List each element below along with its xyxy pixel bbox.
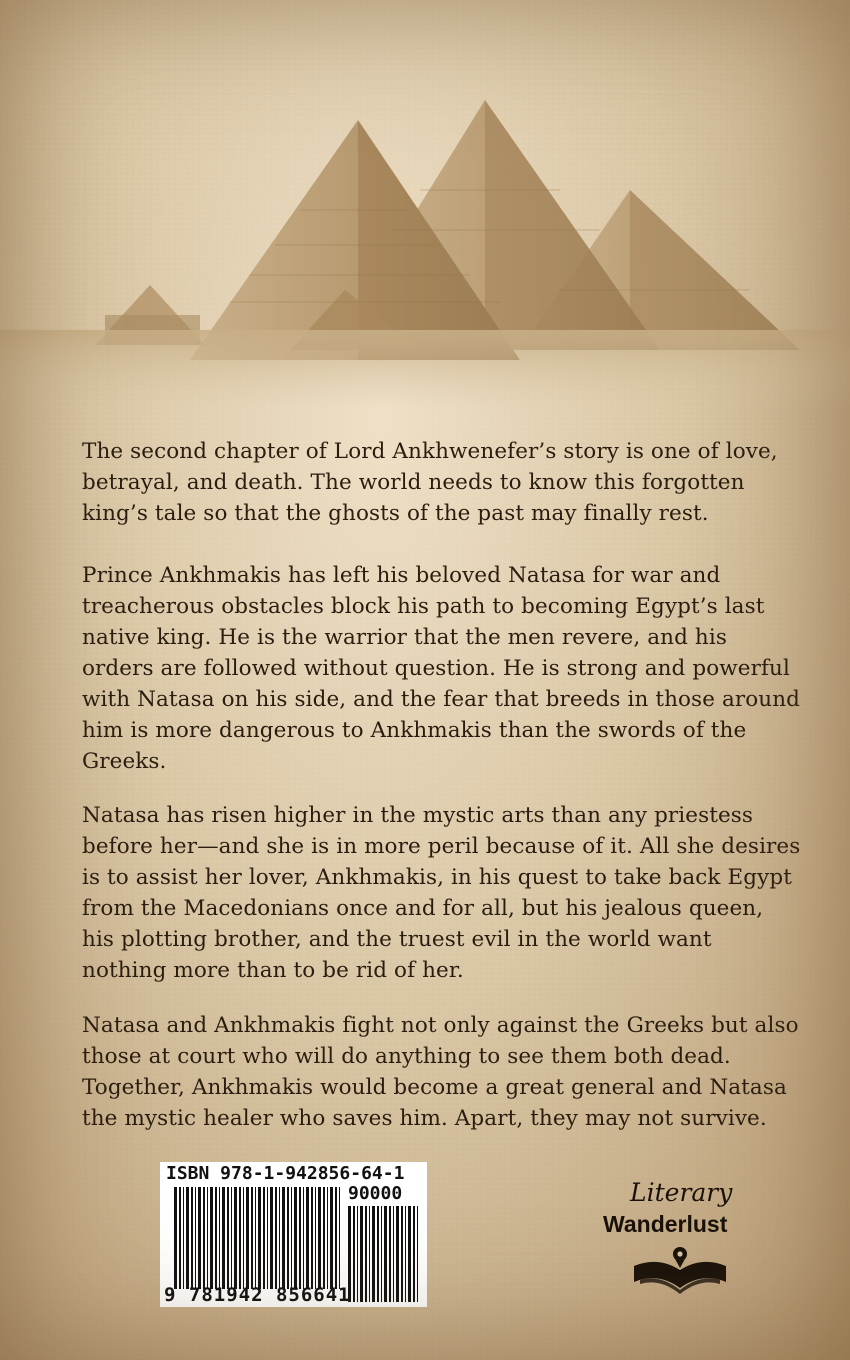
price-code: 90000 [348,1183,403,1204]
open-book-map-pin-icon [630,1244,730,1294]
publisher-name-line2: Wanderlust [603,1211,728,1237]
blurb-paragraph-1: The second chapter of Lord Ankhwenefer’s story is one of love, betrayal, and death. The world needs to know this forgotten king’s tale so that the ghosts of the past may finally rest. [82,439,778,526]
blurb-paragraph-4: Natasa and Ankhmakis fight not only against the Greeks but also those at court who will do anything to see them both dead. Together, Ankhmakis would become a great general and Natasa the mystic healer who saves him. Apart, they may not survive. [82,1013,799,1131]
publisher-logo [600,1178,770,1303]
blurb-paragraph-2: Prince Ankhmakis has left his beloved Natasa for war and treacherous obstacles block his path to becoming Egypt’s last native king. He is the warrior that the men revere, and his orders are followed without question. He is strong and powerful with Natasa on his side, and the fear that breeds in those around him is more dangerous to Ankhmakis than the swords of the Greeks. [82,563,801,774]
isbn-barcode [160,1162,427,1307]
barcode-bars-icon [174,1187,342,1289]
pyramids-illustration [0,80,850,410]
ean-digits: 9 781942 856641 [164,1284,351,1306]
blurb-paragraph-3: Natasa has risen higher in the mystic arts than any priestess before her—and she is in more peril because of it. All she desires is to assist her lover, Ankhmakis, in his quest to take back Egypt from the Macedonians once and for all, but his jealous queen, his plotting brother, and the truest evil in the world want nothing more than to be rid of her. [82,803,801,983]
barcode-addon-bars-icon [348,1206,420,1302]
isbn-label: ISBN 978-1-942856-64-1 [166,1163,405,1184]
publisher-name-line1: Literary [630,1178,733,1207]
